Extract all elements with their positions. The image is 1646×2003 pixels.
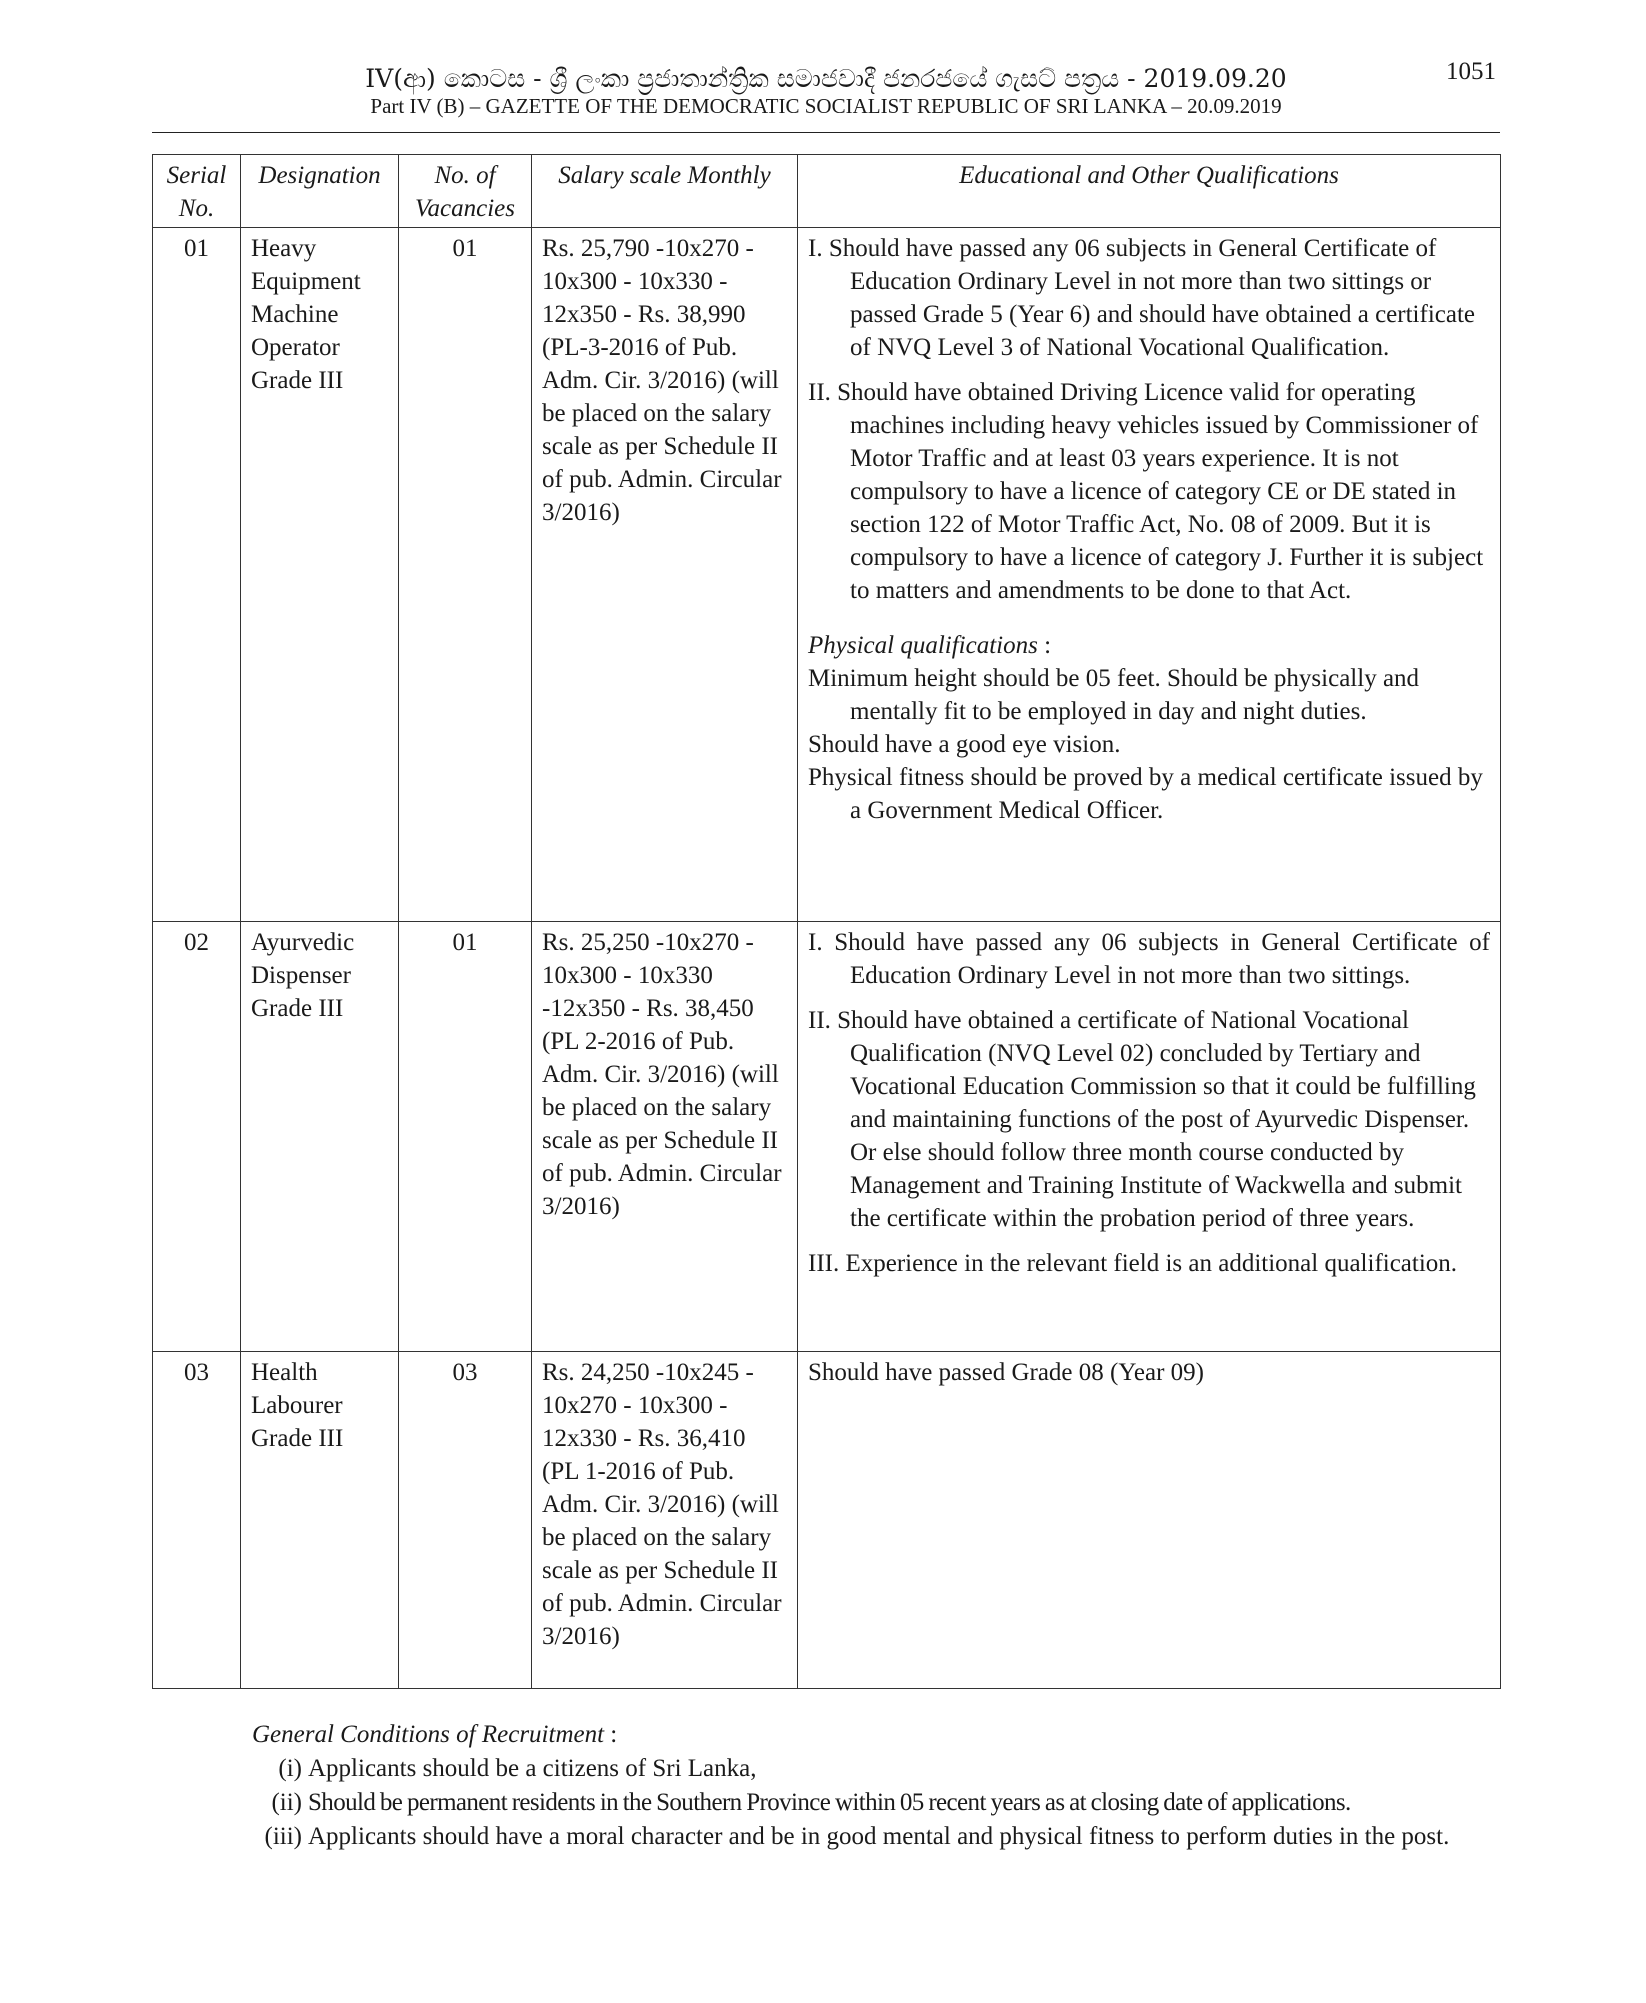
general-title-colon: : <box>604 1721 618 1748</box>
qualifications-cell <box>798 922 1501 1352</box>
qualification-item: II. Should have obtained a certificate of National Vocational Qualification (NVQ Level 02) concluded by Tertiary and Vocational Education Commission so that it could be fulfilling and maintaining functions of the post of Ayurvedic Dispenser. Or else should follow three month course conducted by Management and Training Institute of Wackwella and submit the certificate within the probation period of three years. <box>808 1007 1476 1232</box>
vacancies-cell: 01 <box>399 228 532 922</box>
qualifications-cell <box>798 228 1501 922</box>
physical-qualification-line: Minimum height should be 05 feet. Should be physically and mentally fit to be employed in day and night duties. <box>808 665 1420 725</box>
general-conditions-title <box>252 1718 1504 1752</box>
serial-cell: 01 <box>153 228 241 922</box>
physical-qualification-line: Physical fitness should be proved by a medical certificate issued by a Government Medical Officer. <box>808 764 1483 824</box>
physical-title: Physical qualifications <box>808 632 1038 659</box>
qualifications-cell <box>798 1352 1501 1689</box>
physical-qualification-line: Should have a good eye vision. <box>808 731 1121 758</box>
list-item-text: Applicants should have a moral character and be in good mental and physical fitness to perform duties in the post. <box>308 1823 1450 1850</box>
physical-colon: : <box>1037 632 1052 659</box>
table-header-row <box>153 155 1501 228</box>
list-item <box>152 1820 1504 1854</box>
list-item-number: (iii) <box>264 1823 302 1850</box>
list-item <box>152 1786 1504 1820</box>
header-serial: Serial No. <box>153 155 241 228</box>
header-qualifications: Educational and Other Qualifications <box>798 155 1501 228</box>
qualification-item: Should have passed Grade 08 (Year 09) <box>808 1359 1204 1386</box>
designation-cell: Health Labourer Grade III <box>241 1352 399 1689</box>
header-vacancies: No. of Vacancies <box>399 155 532 228</box>
qualification-item: I. Should have passed any 06 subjects in General Certificate of Education Ordinary Level in not more than two sittings or passed Grade 5 (Year 6) and should have obtained a certificate of NVQ Level 3 of National Vocational Qualification. <box>808 235 1475 361</box>
vacancies-cell: 03 <box>399 1352 532 1689</box>
header-designation: Designation <box>241 155 399 228</box>
list-item <box>152 1752 1504 1786</box>
physical-qualifications-heading <box>808 629 1490 662</box>
list-item-number: (ii) <box>271 1789 302 1816</box>
table-row <box>153 922 1501 1352</box>
list-item-text: Applicants should be a citizens of Sri Lanka, <box>308 1755 757 1782</box>
list-item-text: Should be permanent residents in the Southern Province within 05 recent years as at closing date of applications. <box>308 1789 1351 1816</box>
vacancies-cell: 01 <box>399 922 532 1352</box>
header-salary: Salary scale Monthly <box>532 155 798 228</box>
serial-cell: 02 <box>153 922 241 1352</box>
page-number: 1051 <box>1446 58 1496 85</box>
header-sinhala-title: IV(ආ) කොටස - ශ්‍රී ලංකා ප්‍රජාතාන්ත්‍රික සමාජවාදී ජනරජයේ ගැසට් පත්‍රය - 2019.09.20 <box>365 64 1287 93</box>
designation-cell: Ayurvedic Dispenser Grade III <box>241 922 399 1352</box>
general-conditions <box>152 1718 1504 1854</box>
header-english-title: Part IV (B) – GAZETTE OF THE DEMOCRATIC SOCIALIST REPUBLIC OF SRI LANKA – 20.09.2019 <box>370 94 1282 118</box>
table-row <box>153 1352 1501 1689</box>
table-row <box>153 228 1501 922</box>
general-title-text: General Conditions of Recruitment <box>252 1721 605 1748</box>
list-item-number: (i) <box>278 1755 302 1782</box>
qualification-item: III. Experience in the relevant field is an additional qualification. <box>808 1250 1458 1277</box>
salary-cell: Rs. 25,790 -10x270 - 10x300 - 10x330 - 12x350 - Rs. 38,990 (PL-3-2016 of Pub. Adm. Cir. 3/2016) (will be placed on the salary scale as per Schedule II of pub. Admin. Circular 3/2016) <box>532 228 798 922</box>
gazette-header <box>152 58 1500 133</box>
qualification-item: I. Should have passed any 06 subjects in General Certificate of Education Ordinary Level in not more than two sittings. <box>808 929 1490 989</box>
designation-cell: Heavy Equipment Machine Operator Grade III <box>241 228 399 922</box>
salary-cell: Rs. 24,250 -10x245 - 10x270 - 10x300 - 12x330 - Rs. 36,410 (PL 1-2016 of Pub. Adm. Cir. 3/2016) (will be placed on the salary scale as per Schedule II of pub. Admin. Circular 3/2016) <box>532 1352 798 1689</box>
qualification-item: II. Should have obtained Driving Licence valid for operating machines including heavy vehicles issued by Commissioner of Motor Traffic and at least 03 years experience. It is not compulsory to have a licence of category CE or DE stated in section 122 of Motor Traffic Act, No. 08 of 2009. But it is compulsory to have a licence of category J. Further it is subject to matters and amendments to be done to that Act. <box>808 379 1484 604</box>
vacancy-table <box>152 154 1501 1689</box>
salary-cell: Rs. 25,250 -10x270 - 10x300 - 10x330 -12x350 - Rs. 38,450 (PL 2-2016 of Pub. Adm. Cir. 3/2016) (will be placed on the salary scale as per Schedule II of pub. Admin. Circular 3/2016) <box>532 922 798 1352</box>
serial-cell: 03 <box>153 1352 241 1689</box>
